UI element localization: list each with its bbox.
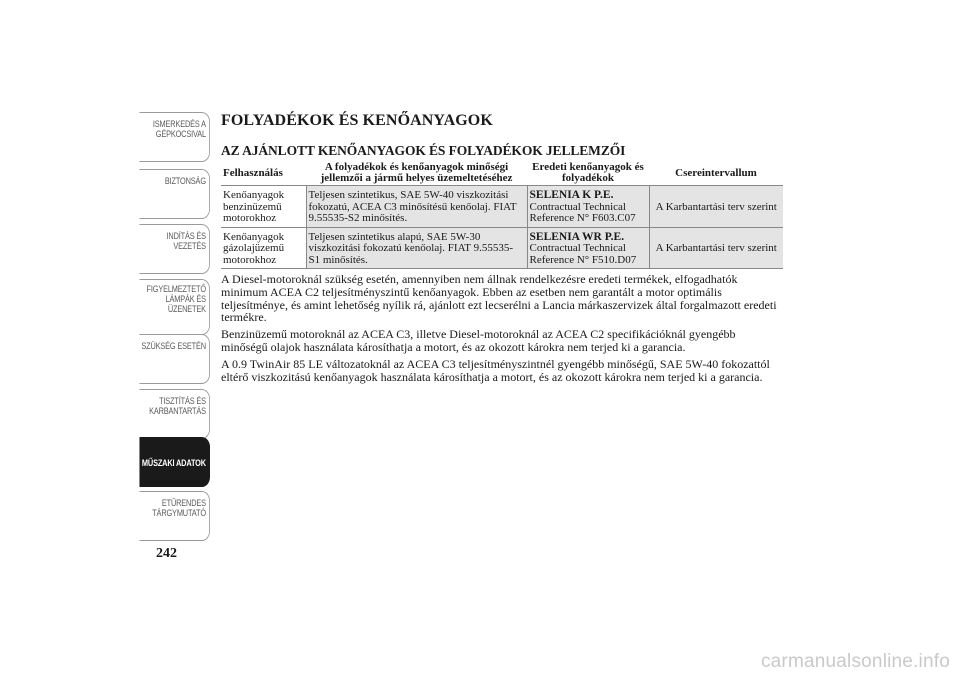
tab-tisztitas[interactable] [139, 389, 210, 439]
tab-label: SZÜKSÉG ESETÉN [141, 341, 206, 351]
page-title: FOLYADÉKOK ÉS KENŐANYAGOK [221, 112, 493, 129]
tab-label: ISMERKEDÉS A GÉPKOCSIVAL [152, 119, 206, 139]
tab-biztonsag[interactable] [139, 169, 210, 219]
tab-label: BIZTONSÁG [164, 176, 206, 186]
cell-spec: Teljesen szintetikus alapú, SAE 5W-30 viszkozitási fokozatú kenőolaj. FIAT 9.55535-S1 minősítés. [306, 227, 527, 269]
cell-interval: A Karbantartási terv szerint [649, 227, 783, 269]
table-row [221, 227, 783, 269]
product-reference: Contractual Technical Reference N° F510.D07 [529, 242, 637, 266]
cell-spec: Teljesen szintetikus, SAE 5W-40 viszkozitási fokozatú, ACEA C3 minősítésű kenőolaj. FIAT 9.55535-S2 minősítés. [306, 186, 527, 228]
table-row [221, 186, 783, 228]
tab-label: TISZTÍTÁS ÉS KARBANTARTÁS [149, 396, 206, 416]
body-paragraph: Benzinüzemű motoroknál az ACEA C3, illetve Diesel-motoroknál az ACEA C2 specifikációknál gyengébb minőségű olajok használata károsíthatja a motort, és az okozott károkra nem terjed ki a garancia. [221, 327, 736, 354]
lubricant-table [221, 161, 783, 269]
page-content [221, 112, 783, 383]
header-spec: A folyadékok és kenőanyagok minőségi jellemzői a jármű helyes üzemeltetéséhez [306, 161, 527, 186]
product-name: SELENIA WR P.E. [529, 230, 625, 243]
header-usage: Felhasználás [221, 161, 306, 186]
cell-interval: A Karbantartási terv szerint [649, 186, 783, 228]
tab-label: ETŰRENDES TÁRGYMUTATÓ [152, 498, 206, 518]
tab-targymutato[interactable] [139, 491, 210, 541]
body-paragraph: A Diesel-motoroknál szükség esetén, amennyiben nem állnak rendelkezésre eredeti termékek, elfogadhatók minimum ACEA C2 teljesítményszintű kenőanyagok. Ebben az esetben nem garantált a motor optimális teljesítménye, és amint lehetőség nyílik rá, ajánlott ezt lecserélni a Lancia márkaszervizek által forgalmazott eredeti termékre. [221, 272, 777, 325]
watermark: carmanualsonline.info [760, 651, 950, 672]
cell-usage: Kenőanyagok gázolajüzemű motorokhoz [221, 227, 306, 269]
section-subtitle: AZ AJÁNLOTT KENŐANYAGOK ÉS FOLYADÉKOK JELLEMZŐI [221, 143, 626, 158]
page-number: 242 [156, 546, 177, 561]
tab-szukseg[interactable] [139, 334, 210, 384]
header-product: Eredeti kenőanyagok és folyadékok [527, 161, 649, 186]
tab-label: INDÍTÁS ÉS VEZETÉS [166, 231, 206, 251]
cell-product [527, 227, 649, 269]
product-name: SELENIA K P.E. [529, 189, 614, 201]
body-paragraph: A 0.9 TwinAir 85 LE változatoknál az ACEA C3 teljesítményszintnél gyengébb minőségű, SAE 5W-40 fokozattól eltérő viszkozitású kenőanyagok használata károsíthatja a motort, és az okozott károkra nem terjed ki a garancia. [221, 356, 770, 384]
tab-inditas[interactable] [139, 224, 210, 274]
tab-label: FIGYELMEZTETŐ LÁMPÁK ÉS ÜZENETEK [146, 284, 206, 314]
cell-product [527, 186, 649, 228]
tab-muszaki-adatok[interactable] [139, 437, 210, 487]
cell-usage: Kenőanyagok benzinüzemű motorokhoz [221, 186, 306, 228]
tab-figyelmezteto[interactable] [139, 279, 210, 335]
tab-label: MŰSZAKI ADATOK [141, 458, 206, 468]
header-interval: Csereintervallum [649, 161, 783, 186]
table-header-row [221, 161, 783, 186]
tab-ismerkedes[interactable] [139, 112, 210, 162]
product-reference: Contractual Technical Reference N° F603.C07 [529, 200, 636, 224]
